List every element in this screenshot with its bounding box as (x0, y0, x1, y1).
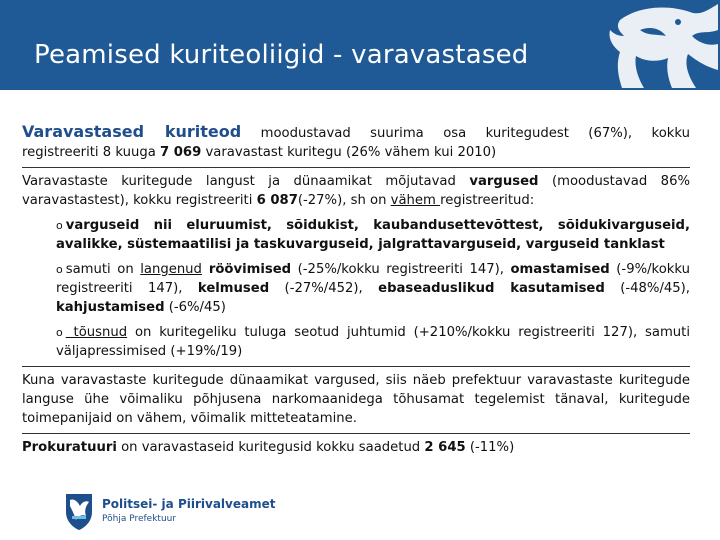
bullet2-text-f: (-6%/45) (164, 300, 226, 315)
para4-text: on varavastaseid kuritegusid kokku saadetud (116, 440, 425, 455)
intro-line-2 (22, 143, 690, 162)
bullet2-bold-omastamised: omastamised (510, 262, 610, 277)
organization-name: Politsei- ja Piirivalveamet (102, 497, 276, 511)
intro-line2-text: registreeriti 8 kuuga (22, 145, 160, 160)
para4-bold-prokuratuuri: Prokuratuuri (22, 440, 117, 455)
para2-text-d: registreeritud: (440, 193, 535, 208)
slide-header (0, 0, 720, 90)
divider (22, 366, 690, 367)
para2-underline: vähem (390, 193, 441, 208)
para2-count: 6 087 (256, 193, 298, 208)
bullet2-bold-ebaseaduslikud: ebaseaduslikud kasutamised (378, 281, 605, 296)
intro-line-1 (22, 122, 690, 143)
organization-unit: Põhja Prefektuur (102, 514, 177, 524)
divider (22, 433, 690, 434)
bullet-circle-icon: o (56, 326, 63, 339)
bullet-item-2 (56, 260, 690, 317)
bullet3-underline: tõusnud (65, 325, 128, 340)
bullet2-text-e: (-48%/45), (604, 281, 690, 296)
intro-count: 7 069 (159, 145, 202, 160)
paragraph-prefektuur: Kuna varavastaste kuritegude dünaamikat vargused, siis näeb prefektuur varavastaste kuritegude languse ühe võimaliku põhjusena narkomaanidega tõhusamat tegelemist tänaval, kuritegude toimepanijaid on vähem, võimalik mitteteatamine. (22, 373, 690, 426)
bullet2-text-c: (-9%/kokku registreeriti 147), (56, 262, 691, 296)
bullet2-text-d: (-27%/452), (269, 281, 379, 296)
bullet-item-3 (56, 323, 690, 361)
bullet-circle-icon: o (56, 219, 63, 232)
paragraph-vargused (22, 172, 690, 210)
para2-text: Varavastaste kuritegude langust ja dünaamikat mõjutavad (22, 174, 470, 189)
paragraph-prokuratuur (22, 438, 690, 457)
para4-count: 2 645 (424, 440, 466, 455)
bullet1-text: varguseid nii eluruumist, sõidukist, kaubandusettevõttest, sõidukivarguseid, avalikke, süstemaatilisi ja taskuvarguseid, jalgrattavarguseid, varguseid tanklast (56, 218, 690, 252)
bullet2-bold-kelmused: kelmused (197, 281, 270, 296)
intro-line1-rest: moodustavad suurima osa kuritegudest (67%), kokku (241, 126, 690, 141)
police-shield-icon (64, 492, 94, 532)
para4-text-b: (-11%) (465, 440, 515, 455)
bullet2-bold-roovimised: röövimised (201, 262, 292, 277)
bullet-item-1 (56, 216, 690, 254)
bullet-circle-icon: o (56, 263, 63, 276)
para2-bold-vargused: vargused (469, 174, 539, 189)
bullet2-text-b: (-25%/kokku registreeriti 147), (291, 262, 511, 277)
bullet2-bold-kahjustamised: kahjustamised (56, 300, 165, 315)
para2-text-c: (-27%), sh on (297, 193, 391, 208)
bullet2-text-a: samuti on (65, 262, 141, 277)
footer-logo (58, 490, 308, 535)
slide-content (22, 122, 690, 457)
slide-title: Peamised kuriteoliigid - varavastased (34, 40, 529, 70)
para2-text-b: (moodustavad 86% varavastastest), kokku registreeriti (22, 174, 690, 208)
intro-line2-tail: varavastast kuritegu (26% vähem kui 2010) (201, 145, 497, 160)
divider (22, 167, 690, 168)
intro-lead: Varavastased kuriteod (22, 122, 242, 141)
bullet2-underline: langenud (140, 262, 202, 277)
lion-emblem-icon (600, 0, 720, 90)
bullet3-text: on kuritegeliku tuluga seotud juhtumid (+210%/kokku registreeriti 127), samuti väljapressimised (+19%/19) (56, 325, 690, 359)
